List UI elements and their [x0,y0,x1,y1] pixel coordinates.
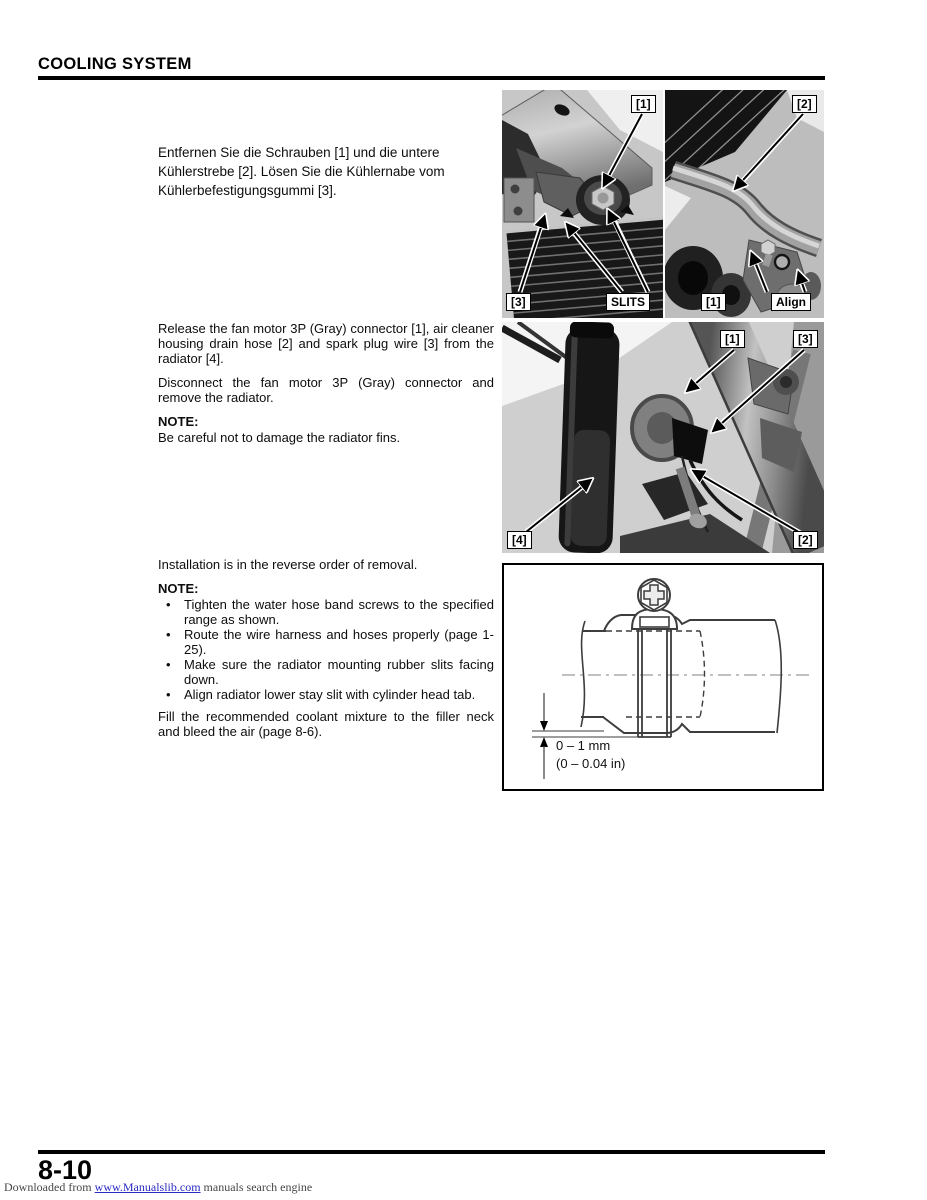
dimension-in-label: (0 – 0.04 in) [556,756,626,771]
radiator-stay-photo-illustration [665,90,824,318]
callout-label-2: [2] [792,95,817,113]
release-paragraph: Release the fan motor 3P (Gray) connector [1], air cleaner housing drain hose [2] and spark plug wire [3] from the radiator [4]. [158,321,494,366]
callout-label-4: [4] [507,531,532,549]
photo-radiator-stay [665,90,824,318]
german-instruction-paragraph: Entfernen Sie die Schrauben [1] und die untere Kühlerstrebe [2]. Lösen Sie die Kühlernabe vom Kühlerbefestigungsgummi [3]. [158,145,445,198]
note-bullet-item: • Tighten the water hose band screws to the specified range as shown. [158,597,494,627]
callout-label-1: [1] [631,95,656,113]
note-label: NOTE: [158,414,199,429]
note-bullet-item: • Route the wire harness and hoses properly (page 1-25). [158,627,494,657]
note-label: NOTE: [158,581,199,596]
note-text: Be careful not to damage the radiator fins. [158,430,401,445]
radiator-side-photo-illustration [502,322,824,553]
radiator-mount-photo-illustration [502,90,663,318]
callout-label-align: Align [771,293,811,311]
photo-radiator-side [502,322,824,553]
removal-instructions-block [158,321,494,454]
callout-label-1: [1] [701,293,726,311]
hose-band-line-drawing [504,565,822,789]
page-number: 8-10 [38,1155,93,1185]
installation-paragraph: Installation is in the reverse order of removal. [158,557,418,572]
downloaded-from-line [4,1180,312,1195]
callout-label-slits: SLITS [606,293,650,311]
installation-instructions-block [158,557,494,748]
header-rule [38,76,825,80]
page-title: COOLING SYSTEM [38,55,192,73]
upper-photo-pair [502,90,824,318]
callout-label-2: [2] [793,531,818,549]
manualslib-link[interactable]: www.Manualslib.com [94,1180,201,1194]
downloaded-prefix: Downloaded from [4,1180,95,1194]
callout-label-3: [3] [793,330,818,348]
callout-label-3: [3] [506,293,531,311]
note-bullet-item: • Make sure the radiator mounting rubber slits facing down. [158,657,494,687]
footer-rule [38,1150,825,1154]
photo-radiator-mount [502,90,663,318]
note-bullet-list [158,597,494,702]
callout-label-1: [1] [720,330,745,348]
hose-band-clearance-diagram [502,563,824,791]
dimension-mm-label: 0 – 1 mm [556,738,611,753]
note-bullet-item: • Align radiator lower stay slit with cylinder head tab. [158,687,494,702]
fill-coolant-paragraph: Fill the recommended coolant mixture to the filler neck and bleed the air (page 8-6). [158,709,494,739]
downloaded-suffix: manuals search engine [200,1180,313,1194]
disconnect-paragraph: Disconnect the fan motor 3P (Gray) connector and remove the radiator. [158,375,494,405]
